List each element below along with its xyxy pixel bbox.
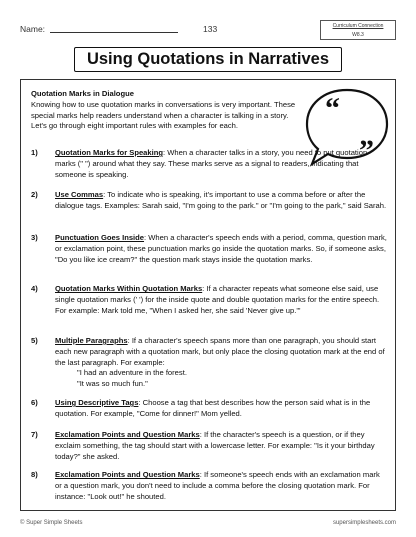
example-line: "I had an adventure in the forest. (77, 368, 187, 378)
rule-number: 8) (31, 470, 38, 479)
rule-item (31, 148, 387, 180)
open-quote-glyph: “ (325, 92, 340, 125)
close-quote-glyph: ” (359, 134, 374, 167)
rule-text: : When a character's speech ends with a period, comma, question mark, or exclamation point, these punctuation marks go inside the quotation marks. So, if someone asks, "Do you like ice cream?" the question mark stays inside the quotation marks. (55, 233, 387, 264)
rule-text: : To indicate who is speaking, it's important to use a comma before or after the dialogue tags. Examples: Sarah said, "I'm going to the park." or "I'm going to the park," said Sarah. (55, 190, 387, 210)
rule-item (31, 430, 387, 462)
intro-text: Knowing how to use quotation marks in conversations is very important. These special marks help readers understand when a character is talking in a story. Let's go through eight important rules with examples for each. (31, 99, 296, 131)
rule-item (31, 284, 387, 316)
worksheet-header (20, 20, 396, 42)
rule-title: Multiple Paragraphs (55, 336, 128, 345)
footer-website: supersimplesheets.com (332, 520, 396, 526)
page-title: Using Quotations in Narratives (74, 47, 342, 72)
rule-title: Use Commas (55, 190, 104, 199)
rule-title: Quotation Marks for Speaking (55, 148, 164, 157)
footer-copyright: © Super Simple Sheets (20, 520, 83, 526)
page-number: 133 (203, 24, 218, 34)
curriculum-connection-title: Curriculum Connection (332, 23, 384, 29)
rule-text: : If the character's speech is a question, or if they exclaim something, the tag should start with a lowercase letter. For example: "Is it your birthday today?" she asked. (55, 430, 375, 461)
rule-text: : If a character repeats what someone else said, use single quotation marks (' ') for the inside quote and double quotation marks for the entire speech. For example: Mark told me, "When I asked her, she said 'Never give up.'" (55, 284, 380, 315)
name-line (50, 32, 178, 33)
rule-title: Punctuation Goes Inside (55, 233, 145, 242)
example-line: "It was so much fun." (77, 379, 148, 389)
rule-item (31, 336, 387, 390)
rule-text: : Choose a tag that best describes how the person said what is in the quotation. For example, "Come for dinner!" Mom yelled. (55, 398, 371, 418)
intro-title: Quotation Marks in Dialogue (31, 89, 134, 98)
rule-number: 5) (31, 336, 38, 345)
rule-number: 3) (31, 233, 38, 242)
rule-title: Quotation Marks Within Quotation Marks (55, 284, 203, 293)
rule-title: Using Descriptive Tags (55, 398, 139, 407)
rule-title: Exclamation Points and Question Marks (55, 430, 200, 439)
rule-text: : If a character's speech spans more than one paragraph, you should start each new paragraph with a quotation mark, but only place the closing quotation mark at the end of the last paragraph. For example: (55, 336, 385, 367)
rule-text: : If someone's speech ends with an exclamation mark or a question mark, you don't need to include a comma before the closing quotation mark. For instance: "Look out!" he shouted. (55, 470, 380, 501)
rule-number: 4) (31, 284, 38, 293)
intro-section (31, 89, 299, 132)
content-box (20, 79, 396, 511)
rule-number: 1) (31, 148, 38, 157)
rule-number: 2) (31, 190, 38, 199)
rule-number: 7) (31, 430, 38, 439)
rule-item (31, 470, 387, 502)
name-label: Name: (20, 24, 46, 34)
rule-item (31, 233, 387, 265)
curriculum-connection-box (320, 20, 396, 40)
rule-item (31, 190, 387, 212)
rule-item (31, 398, 387, 420)
rule-title: Exclamation Points and Question Marks (55, 470, 200, 479)
curriculum-code: W8.3 (352, 31, 364, 38)
rule-number: 6) (31, 398, 38, 407)
rule-text: : When a character talks in a story, you need to put quotation marks (" ") around what they say. These marks serve as a signal to readers, indicating that someone is speaking. (55, 148, 368, 179)
